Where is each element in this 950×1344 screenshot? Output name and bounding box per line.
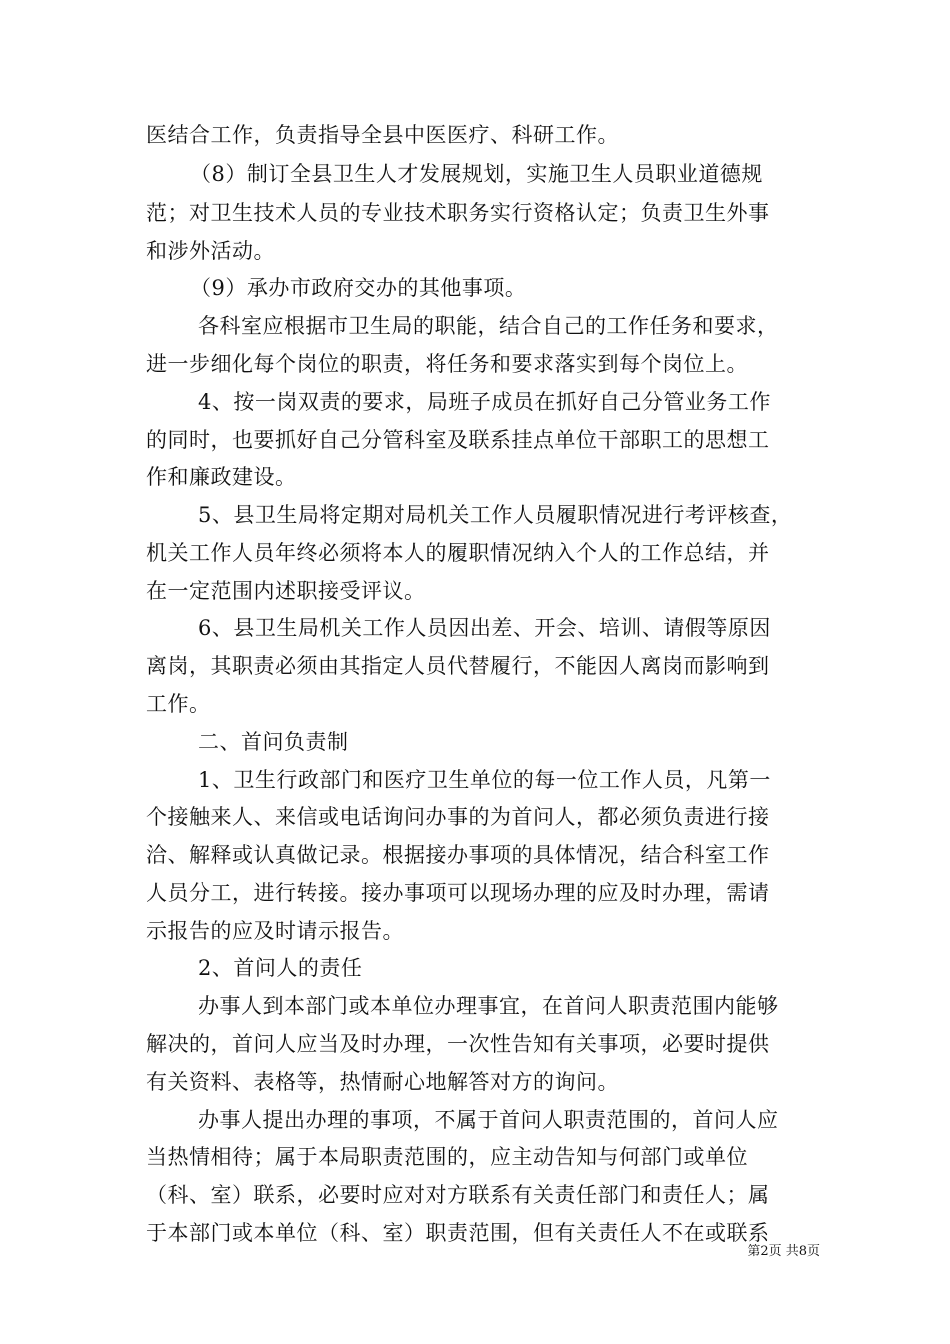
text-line: 洽、解释或认真做记录。根据接办事项的具体情况，结合科室工作	[146, 843, 770, 867]
text-line: 机关工作人员年终必须将本人的履职情况纳入个人的工作总结，并	[146, 541, 770, 565]
text-line: 在一定范围内述职接受评议。	[146, 579, 426, 603]
text-line: 4、按一岗双责的要求，局班子成员在抓好自己分管业务工作	[198, 390, 771, 414]
text-line: 有关资料、表格等，热情耐心地解答对方的询问。	[146, 1070, 619, 1094]
text-line: 办事人提出办理的事项，不属于首问人职责范围的，首问人应	[198, 1108, 779, 1132]
text-line: 个接触来人、来信或电话询问办事的为首问人，都必须负责进行接	[146, 805, 770, 829]
text-line: 5、县卫生局将定期对局机关工作人员履职情况进行考评核查，	[198, 503, 793, 527]
subsection-heading: 2、首问人的责任	[198, 956, 363, 980]
page-number: 第2页 共8页	[747, 1244, 820, 1259]
text-line: 于本部门或本单位（科、室）职责范围，但有关责任人不在或联系	[146, 1221, 770, 1245]
text-line: 1、卫生行政部门和医疗卫生单位的每一位工作人员，凡第一	[198, 768, 771, 792]
text-line: 离岗，其职责必须由其指定人员代替履行，不能因人离岗而影响到	[146, 654, 770, 678]
text-line: 人员分工，进行转接。接办事项可以现场办理的应及时办理，需请	[146, 881, 770, 905]
text-line: 示报告的应及时请示报告。	[146, 919, 404, 943]
section-heading: 二、首问负责制	[198, 730, 349, 754]
text-line: 和涉外活动。	[146, 239, 275, 263]
text-line: 工作。	[146, 692, 211, 716]
text-line: 进一步细化每个岗位的职责，将任务和要求落实到每个岗位上。	[146, 352, 748, 376]
text-line: （9）承办市政府交办的其他事项。	[190, 276, 527, 300]
text-line: 的同时，也要抓好自己分管科室及联系挂点单位干部职工的思想工	[146, 428, 770, 452]
text-line: （科、室）联系，必要时应对对方联系有关责任部门和责任人；属	[146, 1183, 770, 1207]
text-line: 各科室应根据市卫生局的职能，结合自己的工作任务和要求，	[198, 314, 779, 338]
text-line: 6、县卫生局机关工作人员因出差、开会、培训、请假等原因	[198, 616, 771, 640]
text-line: 当热情相待；属于本局职责范围的，应主动告知与何部门或单位	[146, 1145, 748, 1169]
text-line: 范；对卫生技术人员的专业技术职务实行资格认定；负责卫生外事	[146, 201, 770, 225]
text-line: 办事人到本部门或本单位办理事宜，在首问人职责范围内能够	[198, 994, 779, 1018]
text-line: 医结合工作，负责指导全县中医医疗、科研工作。	[146, 123, 619, 147]
text-line: 解决的，首问人应当及时办理，一次性告知有关事项，必要时提供	[146, 1032, 770, 1056]
text-line: 作和廉政建设。	[146, 465, 297, 489]
text-line: （8）制订全县卫生人才发展规划，实施卫生人员职业道德规	[190, 162, 763, 186]
